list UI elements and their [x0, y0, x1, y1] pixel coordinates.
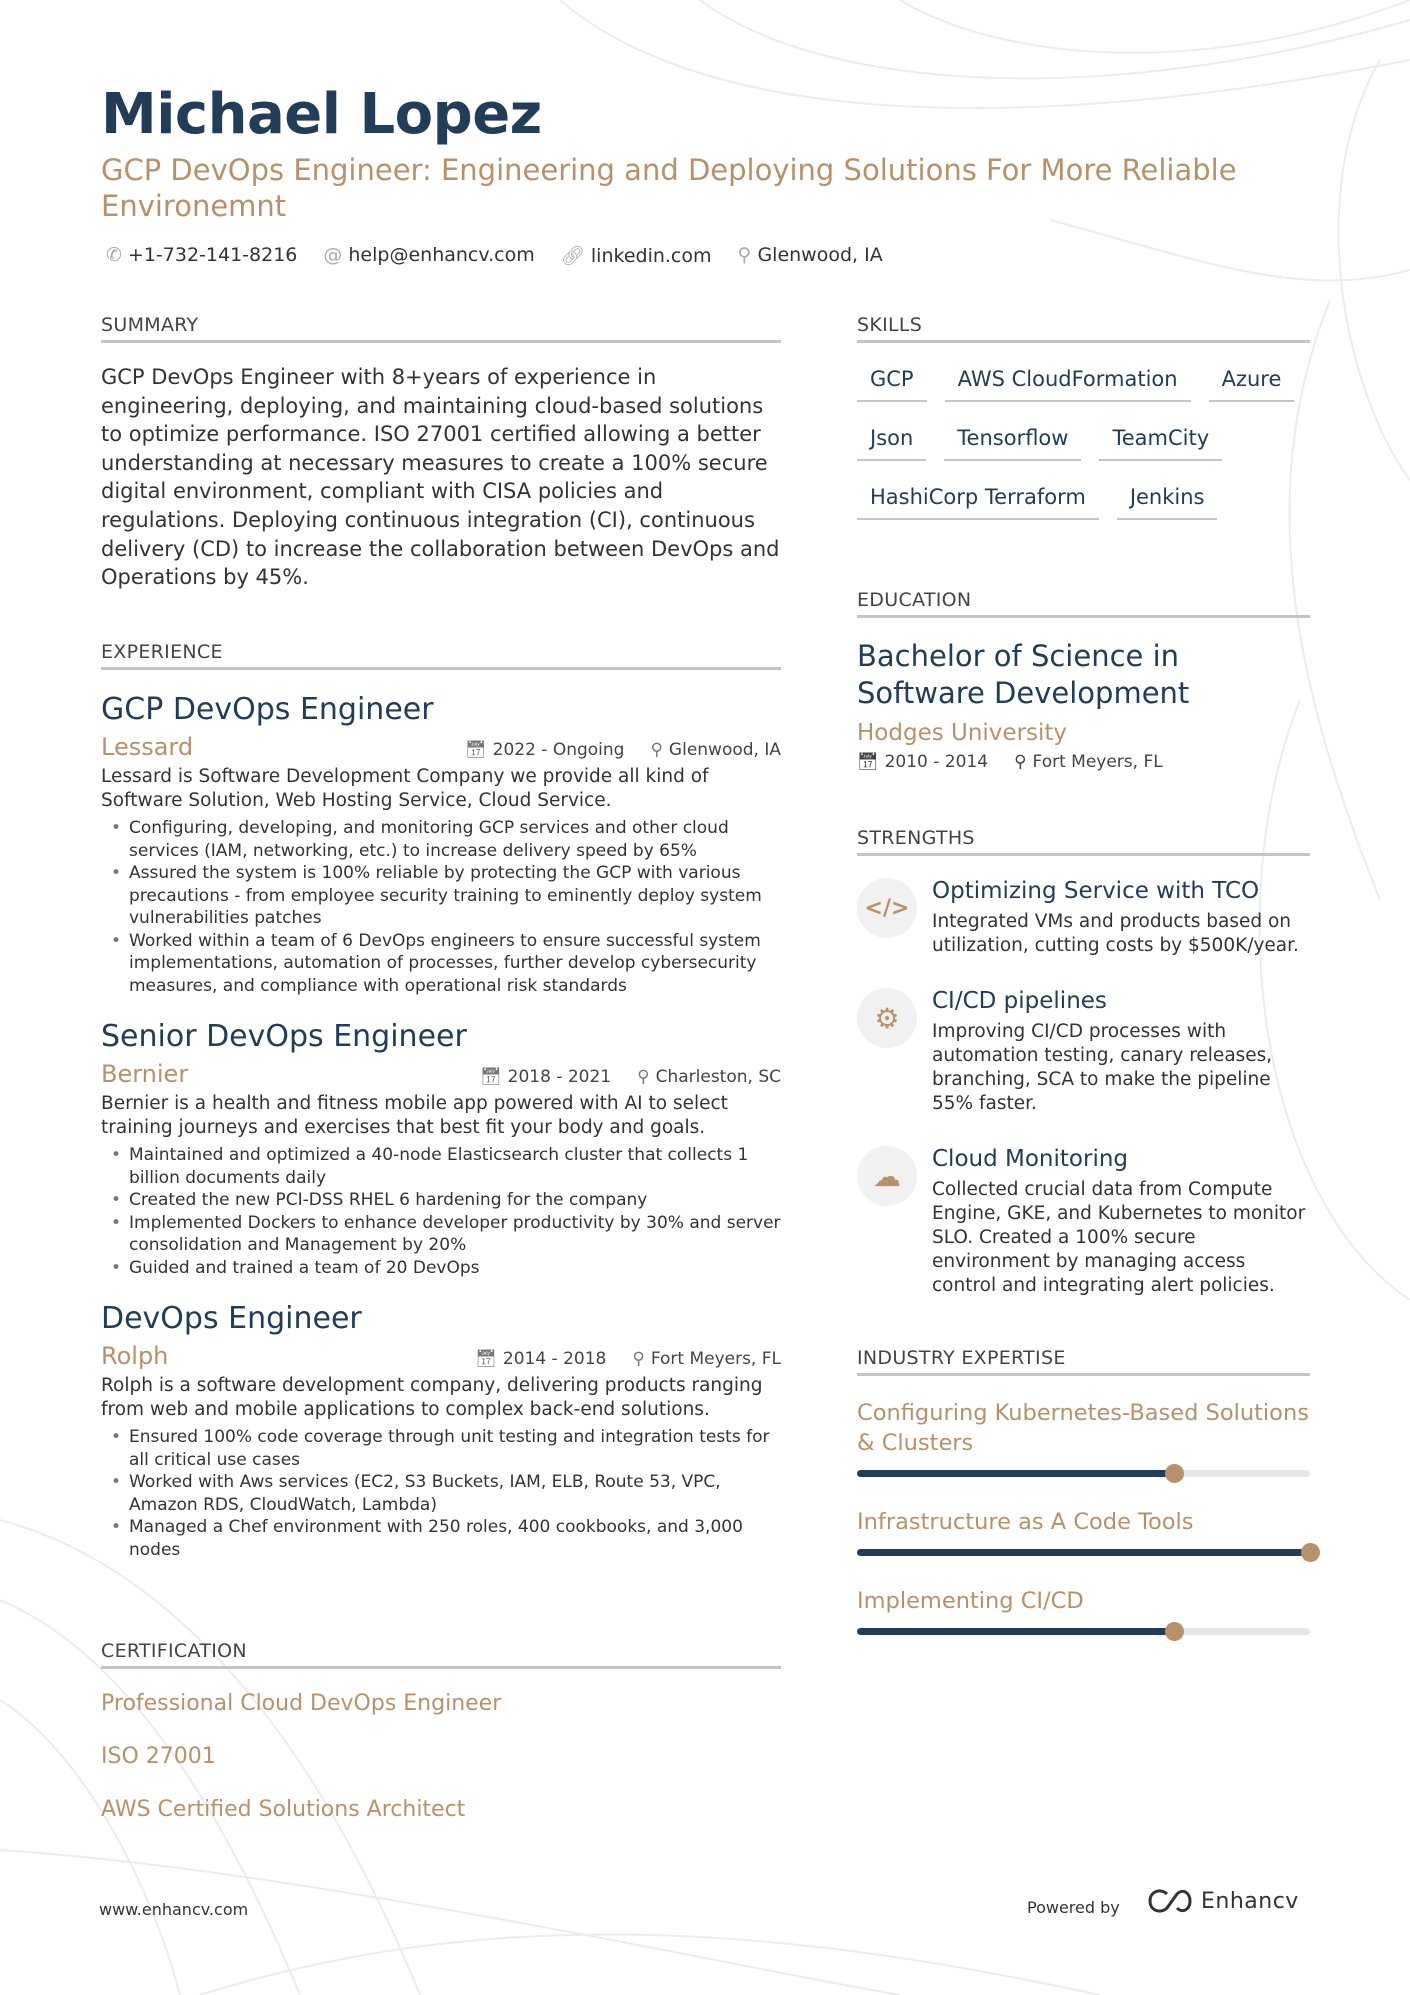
job-dates: 📅︎ 2018 - 2021	[480, 1067, 612, 1087]
bullet-item: • Implemented Dockers to enhance developer productivity by 30% and server consolidation and Management by 20%	[101, 1212, 781, 1257]
expertise-level-bar	[857, 1549, 1310, 1556]
location-icon: ⚲	[650, 740, 663, 760]
location-icon: ⚲	[632, 1349, 645, 1369]
section-heading: EXPERIENCE	[101, 641, 781, 670]
company-name: Lessard	[101, 733, 194, 761]
strength-item	[857, 878, 1310, 958]
expertise-level-dot	[1165, 1622, 1184, 1641]
location-icon: ⚲	[1014, 752, 1027, 772]
strength-text: Improving CI/CD processes with automation testing, canary releases, branching, SCA to make the pipeline 55% faster.	[932, 1021, 1273, 1114]
strength-body	[932, 1146, 1310, 1298]
education-section	[857, 589, 1310, 772]
certification-item: AWS Certified Solutions Architect	[101, 1797, 466, 1822]
certification-item: ISO 27001	[101, 1744, 216, 1769]
cloud-icon: ☁	[857, 1146, 917, 1206]
phone-icon: ✆	[106, 244, 122, 266]
bullet-item: • Ensured 100% code coverage through unit testing and integration tests for all critical use cases	[101, 1426, 781, 1471]
bullet-item: • Maintained and optimized a 40-node Elasticsearch cluster that collects 1 billion documents daily	[101, 1144, 781, 1189]
job-dates: 📅︎ 2022 - Ongoing	[465, 740, 625, 760]
expertise-level-fill	[857, 1628, 1174, 1635]
job-location: ⚲ Charleston, SC	[637, 1067, 781, 1087]
strength-body	[932, 988, 1310, 1116]
skill-tag: TeamCity	[1099, 418, 1222, 461]
enhancv-logo-icon	[1147, 1888, 1193, 1914]
expertise-level-fill	[857, 1470, 1174, 1477]
expertise-label: Implementing CI/CD	[857, 1588, 1084, 1614]
contact-linkedin[interactable]: 🔗︎ linkedin.com	[560, 245, 712, 267]
company-description: Rolph is a software development company, delivering products ranging from web and mobile applications to complex back-end solutions.	[101, 1375, 763, 1420]
job-entry	[101, 692, 781, 997]
bullet-item: • Assured the system is 100% reliable by protecting the GCP with various precautions - from employee security training to eminently deploy system vulnerabilities patches	[101, 862, 781, 930]
job-dates: 📅︎ 2014 - 2018	[475, 1349, 607, 1369]
skill-tag: GCP	[857, 359, 927, 402]
expertise-level-fill	[857, 1549, 1310, 1556]
candidate-name: Michael Lopez	[101, 82, 542, 147]
bullet-list	[101, 1144, 781, 1279]
degree: Bachelor of Science in Software Development	[857, 639, 1190, 710]
bullet-item: • Worked within a team of 6 DevOps engineers to ensure successful system implementations, automation of processes, further develop cybersecurity measures, and compliance with operational risk standards	[101, 930, 781, 998]
strengths-section	[857, 827, 1310, 1298]
strength-text: Collected crucial data from Compute Engine, GKE, and Kubernetes to monitor SLO. Created a 100% secure environment by managing access control and integrating alert policies.	[932, 1179, 1306, 1296]
company-name: Rolph	[101, 1342, 169, 1370]
footer-website[interactable]: www.enhancv.com	[99, 1900, 249, 1919]
job-location: ⚲ Fort Meyers, FL	[632, 1349, 781, 1369]
expertise-level-dot	[1165, 1464, 1184, 1483]
skills-section	[857, 314, 1310, 520]
company-description: Lessard is Software Development Company we provide all kind of Software Solution, Web Hosting Service, Cloud Service.	[101, 766, 709, 811]
code-icon: </>	[857, 878, 917, 938]
contact-phone[interactable]: ✆ +1-732-141-8216	[106, 244, 298, 266]
at-icon: @	[323, 244, 343, 266]
summary-text: GCP DevOps Engineer with 8+years of experience in engineering, deploying, and maintaining cloud-based solutions to optimize performance. ISO 27001 certified allowing a better understanding at necessary measures to create a 100% secure digital environment, compliant with CISA policies and regulations. Deploying continuous integration (CI), continuous delivery (CD) to increase the collaboration between DevOps and Operations by 45%.	[101, 365, 780, 590]
strength-title: Optimizing Service with TCO	[932, 878, 1260, 904]
section-heading: EDUCATION	[857, 589, 1310, 618]
job-title: DevOps Engineer	[101, 1301, 362, 1336]
link-icon: 🔗︎	[560, 245, 585, 267]
strength-item	[857, 988, 1310, 1116]
expertise-label: Configuring Kubernetes-Based Solutions & Clusters	[857, 1400, 1309, 1456]
contact-info	[106, 244, 883, 267]
skill-tag: AWS CloudFormation	[945, 359, 1191, 402]
section-heading: SUMMARY	[101, 314, 781, 343]
bullet-list	[101, 1426, 781, 1561]
section-heading: CERTIFICATION	[101, 1640, 781, 1669]
enhancv-logo[interactable]: Enhancv	[1147, 1888, 1299, 1914]
job-location: ⚲ Glenwood, IA	[650, 740, 781, 760]
job-entry	[101, 1301, 781, 1561]
gears-icon: ⚙	[857, 988, 917, 1048]
expertise-level-bar	[857, 1628, 1310, 1635]
calendar-icon: 📅︎	[475, 1349, 497, 1369]
school: Hodges University	[857, 720, 1068, 746]
job-meta-row	[101, 1342, 781, 1370]
company-name: Bernier	[101, 1060, 189, 1088]
skill-tag: Azure	[1209, 359, 1295, 402]
experience-section	[101, 641, 781, 1561]
job-title: GCP DevOps Engineer	[101, 692, 434, 727]
skill-tag: HashiCorp Terraform	[857, 477, 1099, 520]
job-meta-row	[101, 1060, 781, 1088]
strength-body	[932, 878, 1310, 958]
strength-item	[857, 1146, 1310, 1298]
expertise-item	[857, 1398, 1310, 1477]
section-heading: SKILLS	[857, 314, 1310, 343]
calendar-icon: 📅︎	[857, 752, 879, 772]
contact-location: ⚲ Glenwood, IA	[737, 244, 883, 266]
skill-tag: Tensorflow	[944, 418, 1081, 461]
strength-text: Integrated VMs and products based on utilization, cutting costs by $500K/year.	[932, 911, 1299, 956]
calendar-icon: 📅︎	[480, 1067, 502, 1087]
expertise-level-dot	[1301, 1543, 1320, 1562]
candidate-title: GCP DevOps Engineer: Engineering and Deploying Solutions For More Reliable Environemnt	[101, 153, 1237, 223]
bullet-list	[101, 817, 781, 997]
strength-title: Cloud Monitoring	[932, 1146, 1129, 1172]
section-heading: INDUSTRY EXPERTISE	[857, 1347, 1310, 1376]
bullet-item: • Managed a Chef environment with 250 roles, 400 cookbooks, and 3,000 nodes	[101, 1516, 781, 1561]
summary-section	[101, 314, 781, 592]
job-entry	[101, 1019, 781, 1279]
calendar-icon: 📅︎	[465, 740, 487, 760]
contact-email[interactable]: @ help@enhancv.com	[323, 244, 535, 266]
section-heading: STRENGTHS	[857, 827, 1310, 856]
company-description: Bernier is a health and fitness mobile app powered with AI to select training journeys and exercises that best fit your body and goals.	[101, 1093, 728, 1138]
expertise-level-bar	[857, 1470, 1310, 1477]
strength-title: CI/CD pipelines	[932, 988, 1107, 1014]
expertise-item	[857, 1507, 1310, 1556]
bullet-item: • Created the new PCI-DSS RHEL 6 hardening for the company	[101, 1189, 781, 1212]
location-icon: ⚲	[637, 1067, 650, 1087]
powered-by-label: Powered by	[1027, 1898, 1120, 1917]
skill-tag: Jenkins	[1117, 477, 1218, 520]
certification-section	[101, 1640, 781, 1822]
certification-item: Professional Cloud DevOps Engineer	[101, 1691, 502, 1716]
education-meta: 📅︎ 2010 - 2014 ⚲ Fort Meyers, FL	[857, 752, 1163, 772]
expertise-item	[857, 1586, 1310, 1635]
job-title: Senior DevOps Engineer	[101, 1019, 467, 1054]
location-icon: ⚲	[737, 244, 752, 266]
bullet-item: • Configuring, developing, and monitoring GCP services and other cloud services (IAM, networking, etc.) to increase delivery speed by 65%	[101, 817, 781, 862]
bullet-item: • Guided and trained a team of 20 DevOps	[101, 1257, 781, 1280]
bullet-item: • Worked with Aws services (EC2, S3 Buckets, IAM, ELB, Route 53, VPC, Amazon RDS, CloudWatch, Lambda)	[101, 1471, 781, 1516]
expertise-label: Infrastructure as A Code Tools	[857, 1509, 1194, 1535]
industry-expertise-section	[857, 1347, 1310, 1635]
skill-tag: Json	[857, 418, 926, 461]
job-meta-row	[101, 733, 781, 761]
